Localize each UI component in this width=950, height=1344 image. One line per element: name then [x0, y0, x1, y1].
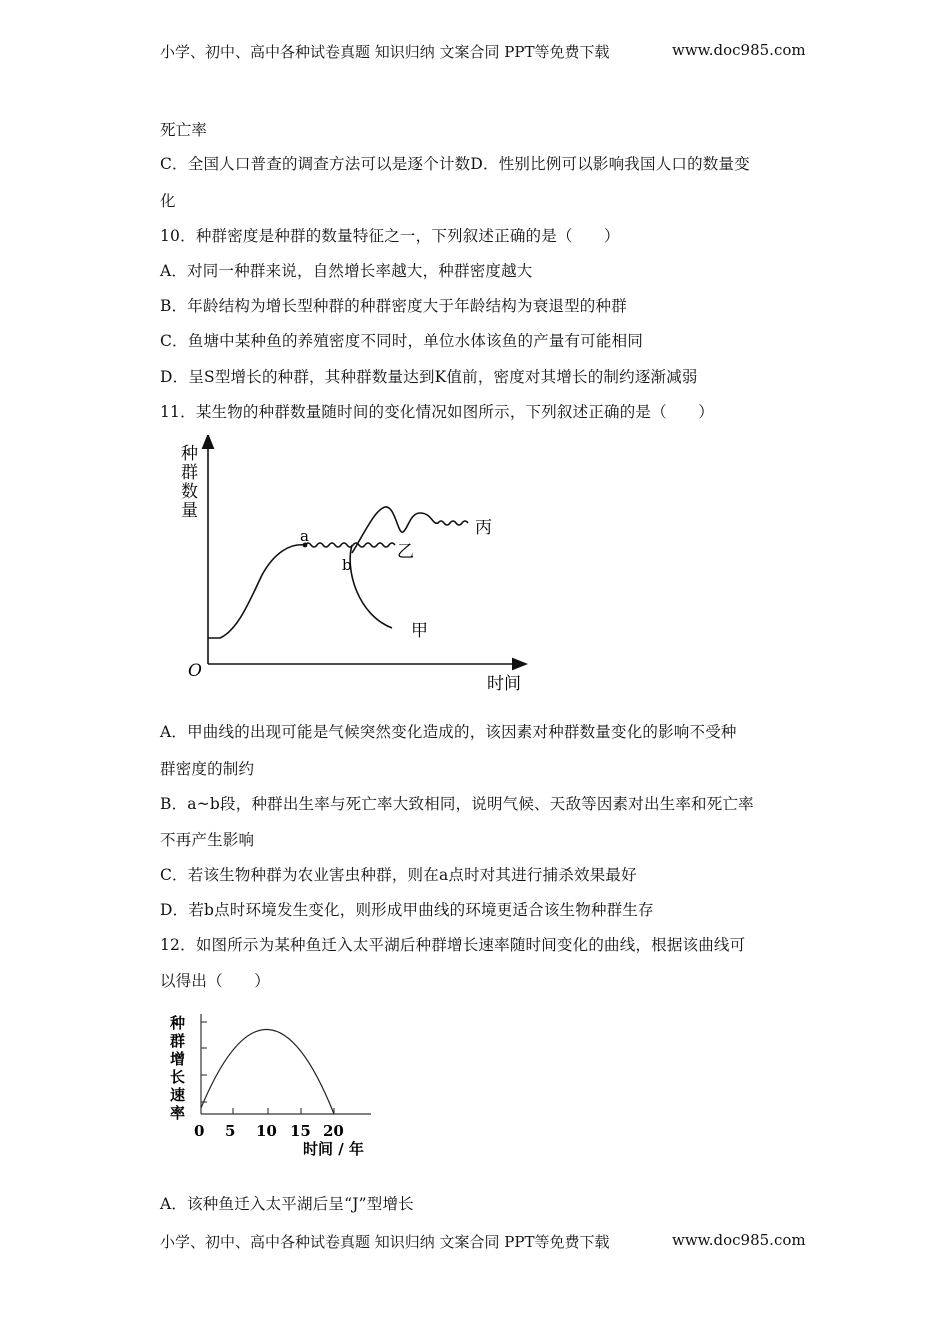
q11-s-curve	[208, 545, 305, 638]
q12-ylabel-char: 种	[170, 1014, 186, 1032]
q11-option-b-2: 不再产生影响	[160, 831, 255, 849]
q12-xtick: 10	[256, 1122, 277, 1140]
q10-option-b: B．年龄结构为增长型种群的种群密度大于年龄结构为衰退型的种群	[160, 297, 627, 315]
q11-label-yi: 乙	[397, 542, 414, 562]
q12-ylabel-char: 速	[170, 1086, 186, 1104]
q12-option-a: A．该种鱼迁入太平湖后呈“J”型增长	[160, 1195, 414, 1213]
q9-option-b-cont: 死亡率	[160, 121, 208, 139]
q11-origin: O	[188, 661, 202, 681]
q12-ylabel-char: 增	[170, 1050, 186, 1068]
header-left: 小学、初中、高中各种试卷真题 知识归纳 文案合同 PPT等免费下载	[160, 43, 610, 61]
q9-options-c-d: C．全国人口普查的调查方法可以是逐个计数D．性别比例可以影响我国人口的数量变	[160, 155, 750, 173]
q11-option-c: C．若该生物种群为农业害虫种群，则在a点时对其进行捕杀效果最好	[160, 866, 637, 884]
q11-curve-yi	[365, 543, 395, 547]
q9-option-d-cont: 化	[160, 192, 176, 210]
q12-xtick: 15	[290, 1122, 311, 1140]
q11-curve-jia	[350, 545, 392, 628]
q10-option-a: A．对同一种群来说，自然增长率越大，种群密度越大	[160, 262, 533, 280]
q11-figure	[170, 435, 550, 700]
q11-option-a-1: A．甲曲线的出现可能是气候突然变化造成的，该因素对种群数量变化的影响不受种	[160, 723, 737, 741]
footer-left: 小学、初中、高中各种试卷真题 知识归纳 文案合同 PPT等免费下载	[160, 1233, 610, 1251]
q12-xtick: 0	[194, 1122, 205, 1140]
q11-ylabel-char: 数	[181, 482, 198, 502]
q11-ylabel-char: 量	[181, 501, 198, 521]
q11-point-a: a	[300, 527, 309, 545]
q11-stem: 11．某生物的种群数量随时间的变化情况如图所示，下列叙述正确的是（ ）	[160, 403, 714, 421]
footer-right: www.doc985.com	[672, 1231, 806, 1249]
q11-label-jia: 甲	[411, 621, 428, 641]
q12-xtick: 5	[225, 1122, 236, 1140]
q12-ylabel-char: 率	[170, 1104, 186, 1122]
q11-xlabel: 时间	[487, 674, 521, 694]
q12-figure	[165, 1008, 385, 1158]
q11-label-bing: 丙	[475, 518, 492, 538]
q12-ylabel-char: 群	[170, 1032, 186, 1050]
q11-ylabel-char: 种	[181, 444, 198, 464]
q11-option-d: D．若b点时环境发生变化，则形成甲曲线的环境更适合该生物种群生存	[160, 901, 654, 919]
q11-option-a-2: 群密度的制约	[160, 760, 255, 778]
q12-stem-2: 以得出（ ）	[160, 972, 270, 990]
q12-growth-rate-curve	[201, 1029, 334, 1114]
q11-ylabel-char: 群	[181, 463, 198, 483]
q11-option-b-1: B．a~b段，种群出生率与死亡率大致相同，说明气候、天敌等因素对出生率和死亡率	[160, 795, 754, 813]
q10-option-d: D．呈S型增长的种群，其种群数量达到K值前，密度对其增长的制约逐渐减弱	[160, 368, 698, 386]
q12-ylabel-char: 长	[170, 1068, 186, 1086]
q12-xtick: 20	[323, 1122, 344, 1140]
q12-stem-1: 12．如图所示为某种鱼迁入太平湖后种群增长速率随时间变化的曲线，根据该曲线可	[160, 936, 746, 954]
header-right: www.doc985.com	[672, 41, 806, 59]
q12-xlabel: 时间 / 年	[303, 1140, 364, 1158]
q10-stem: 10．种群密度是种群的数量特征之一，下列叙述正确的是（ ）	[160, 227, 620, 245]
q11-point-b: b	[342, 556, 352, 574]
q10-option-c: C．鱼塘中某种鱼的养殖密度不同时，单位水体该鱼的产量有可能相同	[160, 332, 644, 350]
